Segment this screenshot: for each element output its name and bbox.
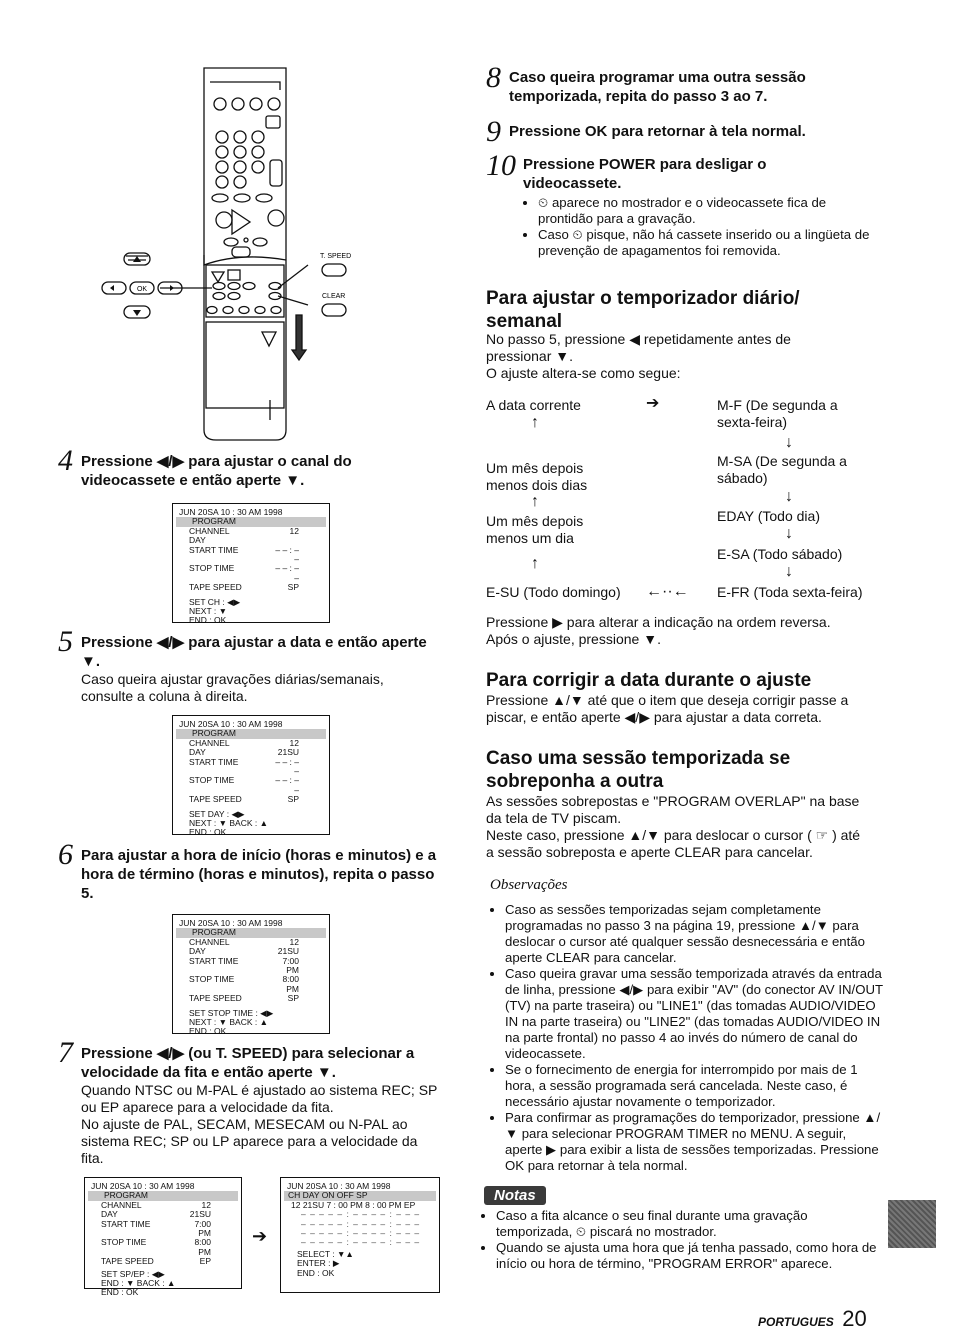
notas-item: • Caso a fita alcance o seu final durante uma gravação temporizada, ⏲ piscará no mostrador.: [496, 1208, 881, 1240]
step-text: Pressione OK para retornar à tela normal.: [509, 123, 806, 140]
step-number: 8: [486, 61, 501, 94]
osd-list-columns: CH DAY ON OFF SP: [284, 1191, 436, 1200]
arrow-down-icon: ↓: [785, 434, 793, 451]
osd-label: TAPE SPEED: [189, 993, 242, 1004]
osd-header: JUN 20SA 10 : 30 AM 1998: [179, 719, 283, 729]
flow-m-sa: M-SA (De segunda a sábado): [717, 453, 847, 486]
ok-key-label: OK: [136, 286, 148, 293]
osd-value: 7:00 PM: [194, 1218, 211, 1239]
osd-label: STOP TIME: [189, 775, 235, 786]
osd-footer: [179, 1009, 323, 1037]
osd-label: TAPE SPEED: [189, 582, 242, 593]
osd-label: CHANNEL: [101, 1199, 142, 1210]
osd-label: STOP TIME: [189, 974, 235, 985]
flow-e-fr: E-FR (Toda sexta-feira): [717, 584, 863, 600]
heading-daily-timer: Para ajustar o temporizador diário/ semanal: [486, 288, 800, 332]
overlap-body: [486, 793, 868, 861]
overlap-text1: As sessões sobrepostas e "PROGRAM OVERLAP" na base da tela de TV piscam.: [486, 793, 860, 826]
osd-footer-line: SET CH : ◀▶: [189, 596, 241, 607]
osd-footer: [91, 1270, 235, 1298]
correct-body: Pressione ▲/▼ até que o item que deseja corrigir passe a piscar, e então aperte ◀/▶ para ajustar a data correta.: [486, 692, 849, 725]
osd-list-row: 12 21SU 7 : 00 PM 8 : 00 PM EP: [291, 1199, 416, 1210]
arrow-left-icon: ←··←: [646, 583, 689, 600]
flow-month-minus-two: Um mês depois menos dois dias: [486, 460, 588, 493]
step-8: [486, 61, 876, 106]
osd-footer: [287, 1250, 433, 1278]
bullet-item: • ⏲ aparece no mostrador e o videocassete fica de prontidão para a gravação.: [538, 195, 878, 227]
osd-screen-channel: [172, 503, 330, 626]
flow-current-date: A data corrente: [486, 397, 581, 413]
osd-header: JUN 20SA 10 : 30 AM 1998: [179, 918, 283, 928]
step-9: [486, 115, 876, 148]
osd-value: – – : – –: [275, 544, 299, 565]
osd-value: 12: [201, 1199, 211, 1210]
osd-value: 12: [289, 737, 299, 748]
osd-footer-line: NEXT : ▼ BACK : ▲: [189, 1017, 269, 1028]
observacoes-title: Observações: [490, 877, 568, 893]
osd-screen-speed: [84, 1177, 242, 1298]
notas-badge: [484, 1186, 546, 1205]
notas-title: Notas: [484, 1186, 546, 1205]
arrow-up-icon: ↑: [531, 493, 539, 510]
osd-value: SP: [287, 794, 299, 805]
osd-value: 21SU: [277, 747, 299, 758]
bullet-item: • Caso ⏲ pisque, não há cassete inserido ou a lingüeta de prevenção de apagamentos foi removida.: [538, 227, 878, 259]
osd-label: TAPE SPEED: [101, 1256, 154, 1267]
step-number: 5: [58, 625, 73, 658]
step-6: [58, 838, 438, 903]
obs-item: • Caso as sessões temporizadas sejam completamente programadas no passo 3 na página 19, pressione ▲/▼ para deslocar o cursor até qualquer sessão desnecessária e então aperte CLEAR para cancelar.: [505, 902, 887, 966]
osd-footer-line: END : OK: [189, 1026, 227, 1037]
osd-label: CHANNEL: [189, 936, 230, 947]
overlap-text2: Neste caso, pressione ▲/▼ para deslocar o cursor ( ☞ ) até a sessão sobreposta e aperte CLEAR para cancelar.: [486, 827, 861, 860]
clear-label: CLEAR: [322, 293, 346, 300]
step-10: [486, 149, 876, 259]
osd-footer-line: ENTER : ▶: [297, 1258, 340, 1269]
osd-title: PROGRAM: [176, 517, 326, 526]
osd-value: 12: [289, 525, 299, 536]
osd-list-empty-rows: – – – – – : – – – – : – – – – – – – – : – – – – : – – – – – – – – : – – – – : – – – – – – – – : – – – – : – – –: [301, 1209, 421, 1248]
osd-footer-line: END : OK: [189, 615, 227, 626]
step-number: 6: [58, 838, 73, 871]
osd-footer-line: SET DAY : ◀▶: [189, 808, 245, 819]
step-number: 4: [58, 444, 73, 477]
osd-footer-line: END : ▼ BACK : ▲: [101, 1278, 176, 1289]
daily-body-text2: O ajuste altera-se como segue:: [486, 365, 681, 381]
flow-e-su: E-SU (Todo domingo): [486, 584, 621, 600]
step-text: Pressione ◀/▶ para ajustar a data e então aperte ▼.: [81, 634, 427, 670]
osd-title: PROGRAM: [176, 928, 326, 937]
osd-screen-day: [172, 715, 330, 838]
osd-header: JUN 20SA 10 : 30 AM 1998: [179, 507, 283, 517]
notas-item: • Quando se ajusta uma hora que já tenha passado, como hora de início ou hora de término, "PROGRAM ERROR" aparece.: [496, 1240, 881, 1272]
step-text: Pressione ◀/▶ para ajustar o canal do videocassete e então aperte ▼.: [81, 453, 352, 489]
osd-screen-time: [172, 914, 330, 1037]
step-text: Pressione ◀/▶ (ou T. SPEED) para selecionar a velocidade da fita e então aperte ▼.: [81, 1045, 415, 1081]
footer-language: PORTUGUES: [758, 1315, 834, 1329]
step-5: [58, 625, 438, 705]
step-number: 9: [486, 115, 501, 148]
flow-m-f: M-F (De segunda a sexta-feira): [717, 397, 838, 430]
obs-item: • Caso queira gravar uma sessão temporizada através da entrada de linha, pressione ◀/▶ para exibir "AV" (do conector AV IN/OUT (TV) na parte traseira) ou "LINE1" (das tomadas AUDIO/VIDEO IN na parte traseira) ou "LINE2" (das tomadas AUDIO/VIDEO IN na parte frontal) no passo 4 ao invés do número de canal do videocassete.: [505, 966, 887, 1062]
arrow-right-icon: ➔: [646, 395, 660, 412]
osd-value: – – : – –: [275, 775, 299, 795]
daily-body: [486, 331, 856, 382]
osd-label: DAY: [189, 747, 206, 758]
osd-value: – – : – –: [275, 563, 299, 583]
osd-label: CHANNEL: [189, 737, 230, 748]
step-body: Caso queira ajustar gravações diárias/semanais, consulte a coluna à direita.: [81, 671, 384, 704]
osd-screen-list: [280, 1177, 440, 1293]
page-footer: [758, 1306, 867, 1332]
step-number: 10: [486, 149, 516, 182]
flow-eday: EDAY (Todo dia): [717, 508, 820, 524]
arrow-down-icon: ↓: [785, 563, 793, 580]
arrow-up-icon: ↑: [531, 414, 539, 431]
osd-value: SP: [287, 993, 299, 1004]
osd-label: DAY: [101, 1209, 118, 1220]
osd-header: JUN 20SA 10 : 30 AM 1998: [287, 1181, 391, 1191]
osd-value: SP: [287, 582, 299, 593]
tspeed-label: T. SPEED: [320, 253, 352, 260]
heading-correct-date: Para corrigir a data durante o ajuste: [486, 670, 812, 691]
step-text: Pressione POWER para desligar o videocassete.: [523, 156, 767, 192]
page-side-tab: [888, 1200, 936, 1248]
osd-footer-line: END : OK: [189, 827, 227, 838]
osd-label: STOP TIME: [101, 1237, 147, 1248]
step-body: No ajuste de PAL, SECAM, MESECAM ou N-PAL ao sistema REC; SP ou LP aparece para a velocidade da fita.: [81, 1116, 418, 1166]
osd-footer: [179, 598, 323, 626]
osd-value: 12: [289, 936, 299, 947]
right-arrow-icon: ➔: [252, 1226, 268, 1246]
flow-after-text: Pressione ▶ para alterar a indicação na ordem reversa. Após o ajuste, pressione ▼.: [486, 614, 831, 647]
flow-month-minus-one: Um mês depois menos um dia: [486, 513, 584, 546]
osd-value: 21SU: [277, 946, 299, 957]
step-text: Para ajustar a hora de início (horas e minutos) e a hora de término (horas e minutos), repita o passo 5.: [81, 847, 437, 902]
osd-value: EP: [199, 1256, 211, 1267]
step-text: Caso queira programar uma outra sessão temporizada, repita do passo 3 ao 7.: [509, 69, 806, 105]
osd-label: DAY: [189, 946, 206, 957]
osd-label: TAPE SPEED: [189, 794, 242, 805]
osd-title: PROGRAM: [88, 1191, 238, 1200]
osd-label: CHANNEL: [189, 525, 230, 536]
osd-title: PROGRAM: [176, 729, 326, 738]
step-body: Quando NTSC ou M-PAL é ajustado ao sistema REC; SP ou EP aparece para a velocidade da fita.: [81, 1082, 438, 1115]
arrow-down-icon: ↓: [785, 488, 793, 505]
osd-value: 8:00 PM: [282, 974, 299, 994]
osd-value: 8:00 PM: [194, 1237, 211, 1257]
osd-footer-line: NEXT : ▼ BACK : ▲: [189, 818, 269, 829]
osd-footer-line: END : OK: [101, 1287, 139, 1298]
osd-label: START TIME: [101, 1218, 151, 1229]
osd-header: JUN 20SA 10 : 30 AM 1998: [91, 1181, 195, 1191]
osd-value: – – : – –: [275, 756, 299, 777]
osd-label: START TIME: [189, 544, 239, 555]
osd-label: START TIME: [189, 756, 239, 767]
arrow-up-icon: ↑: [531, 555, 539, 572]
osd-value: 21SU: [189, 1209, 211, 1220]
page-number: 20: [842, 1306, 867, 1331]
observacoes-list: [489, 902, 887, 1174]
remote-control-illustration: [100, 60, 360, 445]
step-bullets: [522, 195, 878, 259]
daily-body-text: No passo 5, pressione ◀ repetidamente antes de pressionar ▼.: [486, 331, 791, 364]
arrow-down-icon: ↓: [785, 525, 793, 542]
step-number: 7: [58, 1036, 73, 1069]
obs-item: • Se o fornecimento de energia for interrompido por mais de 1 hora, a sessão programada será cancelada. Neste caso, é necessário ajustar novamente o temporizador.: [505, 1062, 887, 1110]
osd-label: START TIME: [189, 955, 239, 966]
obs-item: • Para confirmar as programações do temporizador, pressione ▲/▼ para selecionar PROGRAM TIMER no MENU. A seguir, aperte ▶ para exibir a lista de sessões temporizadas. Pressione OK para retornar à tela normal.: [505, 1110, 887, 1174]
osd-footer-line: SET SP/EP : ◀▶: [101, 1268, 165, 1279]
step-7: [58, 1036, 438, 1167]
flow-e-sa: E-SA (Todo sábado): [717, 546, 843, 562]
notas-list: [486, 1208, 881, 1272]
osd-label: STOP TIME: [189, 563, 235, 574]
osd-label: DAY: [189, 535, 206, 546]
osd-footer-line: END : OK: [297, 1267, 335, 1278]
osd-footer-line: SELECT : ▼▲: [297, 1248, 354, 1259]
osd-footer-line: SET STOP TIME : ◀▶: [189, 1007, 274, 1018]
osd-footer: [179, 810, 323, 838]
step-4: [58, 444, 438, 490]
heading-overlap: Caso uma sessão temporizada se sobreponha a outra: [486, 748, 791, 792]
osd-footer-line: NEXT : ▼: [189, 606, 228, 617]
osd-value: 7:00 PM: [282, 955, 299, 976]
